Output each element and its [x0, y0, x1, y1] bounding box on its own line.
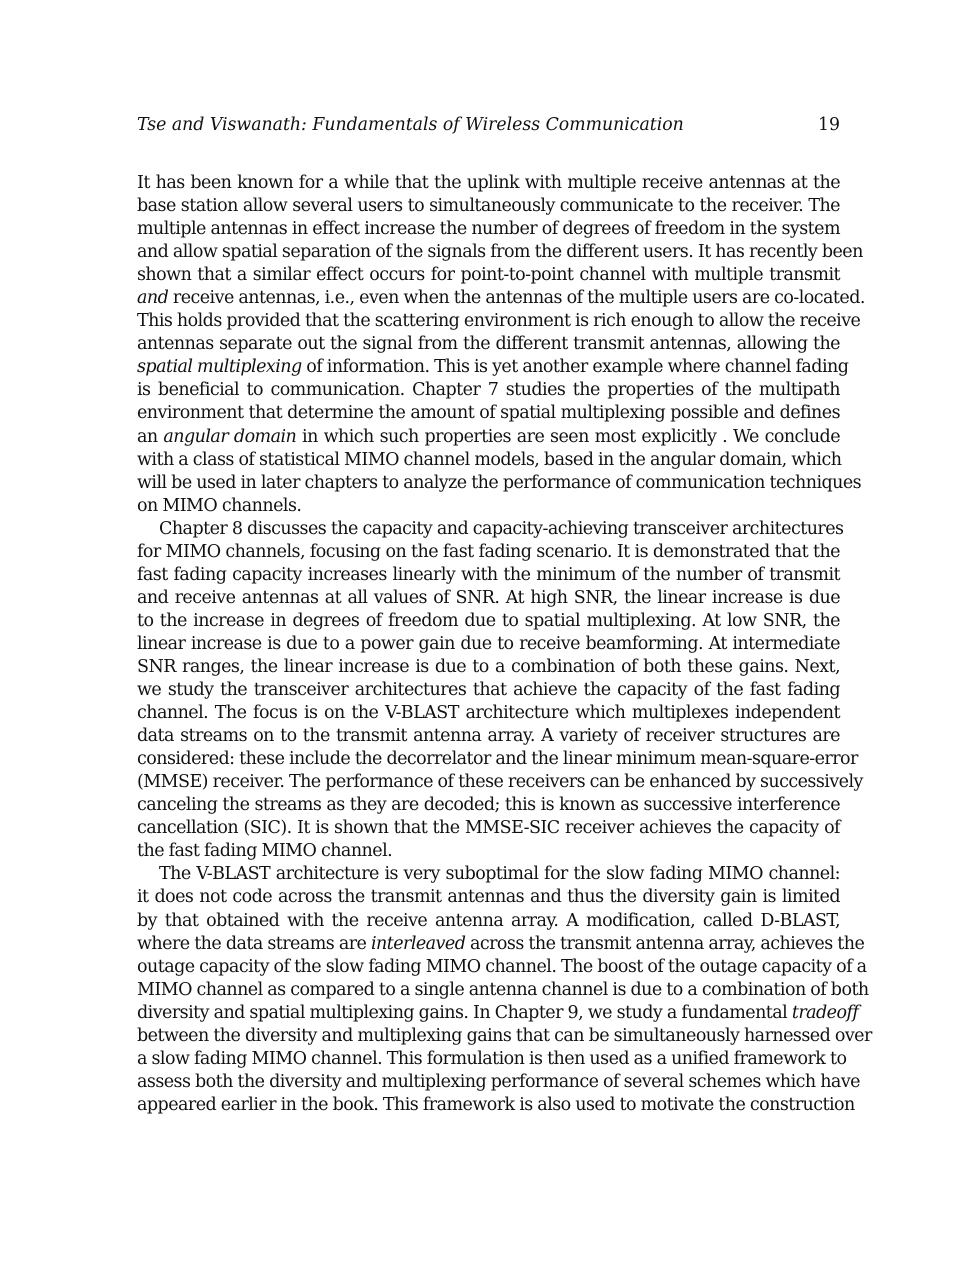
text-line	[137, 195, 840, 218]
text-line	[137, 1094, 855, 1117]
text-line	[137, 633, 840, 656]
text-line	[137, 1025, 872, 1048]
text-line	[137, 910, 840, 933]
text-run: considered: these include the decorrelator and the linear minimum mean-square-error	[137, 749, 858, 770]
text-run: linear increase is due to a power gain due to receive beamforming. At intermediate	[137, 633, 840, 654]
text-run: on MIMO channels.	[137, 495, 302, 516]
text-run: will be used in later chapters to analyze the performance of communication techniques	[137, 472, 862, 493]
text-run: it does not code across the transmit antennas and thus the diversity gain is limited	[137, 887, 840, 908]
text-run: Chapter 8 discusses the capacity and capacity-achieving transceiver architectures	[159, 518, 844, 539]
text-line	[137, 218, 840, 241]
text-line	[137, 310, 861, 333]
text-run: in which such properties are seen most explicitly . We conclude	[296, 426, 841, 447]
text-line	[137, 172, 840, 195]
text-run: of information. This is yet another example where channel fading	[301, 357, 849, 378]
text-line	[137, 679, 840, 702]
text-line	[137, 886, 840, 909]
text-run: receive antennas, i.e., even when the antennas of the multiple users are co-located.	[168, 288, 865, 309]
text-line	[137, 794, 840, 817]
text-run: environment that determine the amount of spatial multiplexing possible and defines	[137, 403, 840, 424]
text-line	[137, 840, 840, 863]
page-number: 19	[818, 115, 840, 135]
text-line	[137, 979, 869, 1002]
text-line	[137, 518, 844, 541]
text-run: fast fading capacity increases linearly with the minimum of the number of transmit	[137, 564, 840, 585]
text-line	[137, 402, 840, 425]
text-line	[137, 264, 840, 287]
text-run: shown that a similar effect occurs for point-to-point channel with multiple transmit	[137, 265, 840, 286]
text-line	[137, 356, 849, 379]
text-line	[137, 495, 840, 518]
text-run: between the diversity and multiplexing gains that can be simultaneously harnessed over	[137, 1025, 872, 1046]
text-run: we study the transceiver architectures that achieve the capacity of the fast fading	[137, 680, 840, 701]
text-run: data streams on to the transmit antenna array. A variety of receiver structures are	[137, 726, 840, 747]
text-run: an	[137, 426, 164, 447]
text-run: appeared earlier in the book. This framework is also used to motivate the construction	[137, 1094, 855, 1115]
text-line	[137, 933, 865, 956]
text-line	[137, 863, 840, 886]
text-line	[137, 748, 858, 771]
emphasized-text: tradeoff	[791, 1002, 859, 1023]
paragraph-3	[137, 863, 872, 1117]
emphasized-text: interleaved	[370, 933, 466, 954]
text-run: where the data streams are	[137, 933, 371, 954]
running-header	[137, 112, 840, 138]
text-run: base station allow several users to simultaneously communicate to the receiver. The	[137, 196, 840, 217]
text-run: (MMSE) receiver. The performance of these receivers can be enhanced by successively	[137, 772, 863, 793]
text-run: cancellation (SIC). It is shown that the MMSE-SIC receiver achieves the capacity of	[137, 818, 840, 839]
emphasized-text: angular domain	[163, 426, 297, 447]
text-run: the fast fading MIMO channel.	[137, 841, 393, 862]
text-run: by that obtained with the receive antenna array. A modification, called D-BLAST,	[137, 910, 840, 931]
text-line	[137, 1071, 860, 1094]
text-run: a slow fading MIMO channel. This formulation is then used as a unified framework to	[137, 1048, 847, 1069]
text-run: multiple antennas in effect increase the number of degrees of freedom in the system	[137, 219, 840, 240]
emphasized-text: spatial multiplexing	[137, 357, 302, 378]
text-run: and allow spatial separation of the signals from the different users. It has recently been	[137, 242, 863, 263]
text-line	[137, 541, 840, 564]
text-run: outage capacity of the slow fading MIMO channel. The boost of the outage capacity of a	[137, 956, 867, 977]
text-run: antennas separate out the signal from the different transmit antennas, allowing the	[137, 334, 840, 355]
text-run: The V-BLAST architecture is very suboptimal for the slow fading MIMO channel:	[159, 864, 840, 885]
text-line	[137, 472, 862, 495]
text-run: is beneficial to communication. Chapter 7 studies the properties of the multipath	[137, 380, 840, 401]
text-run: canceling the streams as they are decoded; this is known as successive interference	[137, 795, 840, 816]
text-line	[137, 564, 840, 587]
text-line	[137, 241, 863, 264]
text-line	[137, 725, 840, 748]
text-line	[137, 702, 840, 725]
text-run: diversity and spatial multiplexing gains. In Chapter 9, we study a fundamental	[137, 1002, 792, 1023]
text-line	[137, 587, 840, 610]
text-run: assess both the diversity and multiplexing performance of several schemes which have	[137, 1071, 860, 1092]
text-line	[137, 610, 840, 633]
text-line	[137, 1002, 859, 1025]
text-line	[137, 817, 840, 840]
text-run: across the transmit antenna array, achieves the	[465, 933, 865, 954]
body-text	[137, 172, 872, 1117]
text-line	[137, 426, 840, 449]
text-run: It has been known for a while that the uplink with multiple receive antennas at the	[137, 173, 840, 193]
text-line	[137, 333, 840, 356]
running-title: Tse and Viswanath: Fundamentals of Wireless Communication	[137, 115, 684, 135]
emphasized-text: and	[137, 288, 169, 309]
text-line	[137, 771, 863, 794]
paragraph-2	[137, 518, 863, 864]
text-line	[137, 379, 840, 402]
paragraph-1	[137, 172, 865, 518]
text-line	[137, 287, 865, 310]
text-run: channel. The focus is on the V-BLAST architecture which multiplexes independent	[137, 703, 840, 724]
text-run: for MIMO channels, focusing on the fast fading scenario. It is demonstrated that the	[137, 541, 840, 562]
text-line	[137, 1048, 847, 1071]
text-run: and receive antennas at all values of SNR. At high SNR, the linear increase is due	[137, 587, 840, 608]
text-line	[137, 956, 867, 979]
text-run: to the increase in degrees of freedom due to spatial multiplexing. At low SNR, the	[137, 610, 840, 631]
text-run: This holds provided that the scattering environment is rich enough to allow the receive	[137, 311, 861, 332]
text-line	[137, 656, 840, 679]
text-run: SNR ranges, the linear increase is due to a combination of both these gains. Next,	[137, 656, 840, 677]
text-line	[137, 449, 840, 472]
text-run: MIMO channel as compared to a single antenna channel is due to a combination of both	[137, 979, 869, 1000]
text-run: with a class of statistical MIMO channel models, based in the angular domain, which	[137, 449, 842, 470]
